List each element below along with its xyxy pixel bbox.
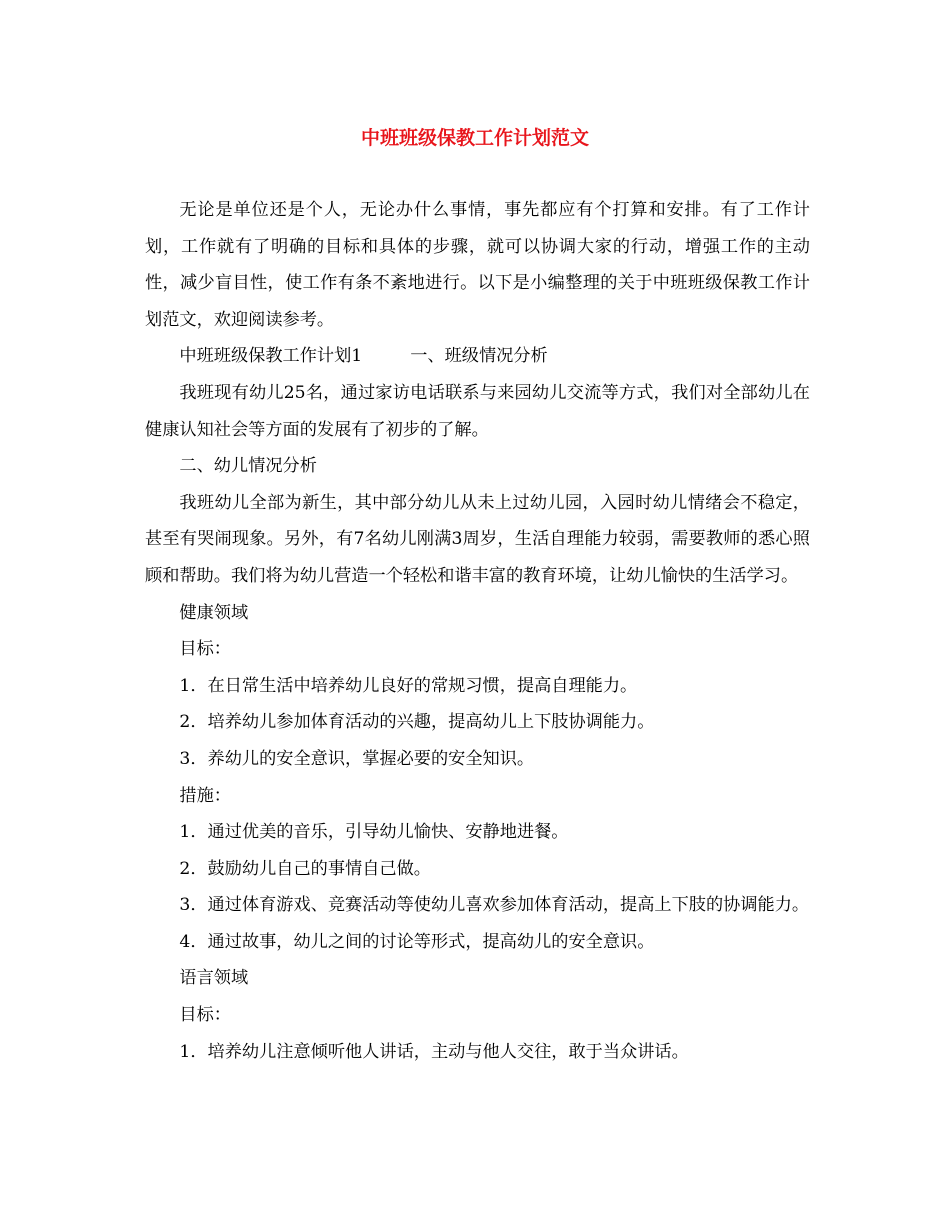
section2-heading: 二、幼儿情况分析 xyxy=(179,456,317,477)
health-heading: 健康领域 xyxy=(179,602,249,623)
health-goal-item: 1．在日常生活中培养幼儿良好的常规习惯，提高自理能力。 xyxy=(179,675,638,696)
section1-paragraph: 我班现有幼儿25名，通过家访电话联系与来园幼儿交流等方式，我们对全部幼儿在健康认知社会等方面的发展有了初步的了解。 xyxy=(145,382,810,440)
section2-paragraph: 我班幼儿全部为新生，其中部分幼儿从未上过幼儿园，入园时幼儿情绪会不稳定，甚至有哭闹现象。另外，有7名幼儿刚满3周岁，生活自理能力较弱，需要教师的悉心照顾和帮助。我们将为幼儿营造一个轻松和谐丰富的教育环境，让幼儿愉快的生活学习。 xyxy=(145,492,810,586)
health-goal-item: 3．养幼儿的安全意识，掌握必要的安全知识。 xyxy=(179,748,535,769)
document-body xyxy=(145,192,810,1070)
health-measure-item: 1．通过优美的音乐，引导幼儿愉快、安静地进餐。 xyxy=(179,822,569,843)
health-goals-label: 目标： xyxy=(179,639,231,660)
health-measure-item: 4．通过故事，幼儿之间的讨论等形式，提高幼儿的安全意识。 xyxy=(179,931,655,952)
language-goals-label: 目标： xyxy=(179,1005,231,1026)
plan-heading-line xyxy=(145,338,810,375)
language-goal-item: 1．培养幼儿注意倾听他人讲话，主动与他人交往，敢于当众讲话。 xyxy=(179,1041,689,1062)
health-measure-item: 3．通过体育游戏、竞赛活动等使幼儿喜欢参加体育活动，提高上下肢的协调能力。 xyxy=(179,895,810,916)
health-measures-label: 措施： xyxy=(179,785,231,806)
health-measure-item: 2．鼓励幼儿自己的事情自己做。 xyxy=(179,858,431,879)
plan-heading: 中班班级保教工作计划1 xyxy=(179,346,363,367)
document-title: 中班班级保教工作计划范文 xyxy=(360,127,589,149)
section1-heading: 一、班级情况分析 xyxy=(410,346,548,367)
language-heading: 语言领域 xyxy=(179,968,249,989)
intro-paragraph: 无论是单位还是个人，无论办什么事情，事先都应有个打算和安排。有了工作计划，工作就有了明确的目标和具体的步骤，就可以协调大家的行动，增强工作的主动性，减少盲目性，使工作有条不紊地进行。以下是小编整理的关于中班班级保教工作计划范文，欢迎阅读参考。 xyxy=(145,200,810,330)
health-goal-item: 2．培养幼儿参加体育活动的兴趣，提高幼儿上下肢协调能力。 xyxy=(179,712,655,733)
